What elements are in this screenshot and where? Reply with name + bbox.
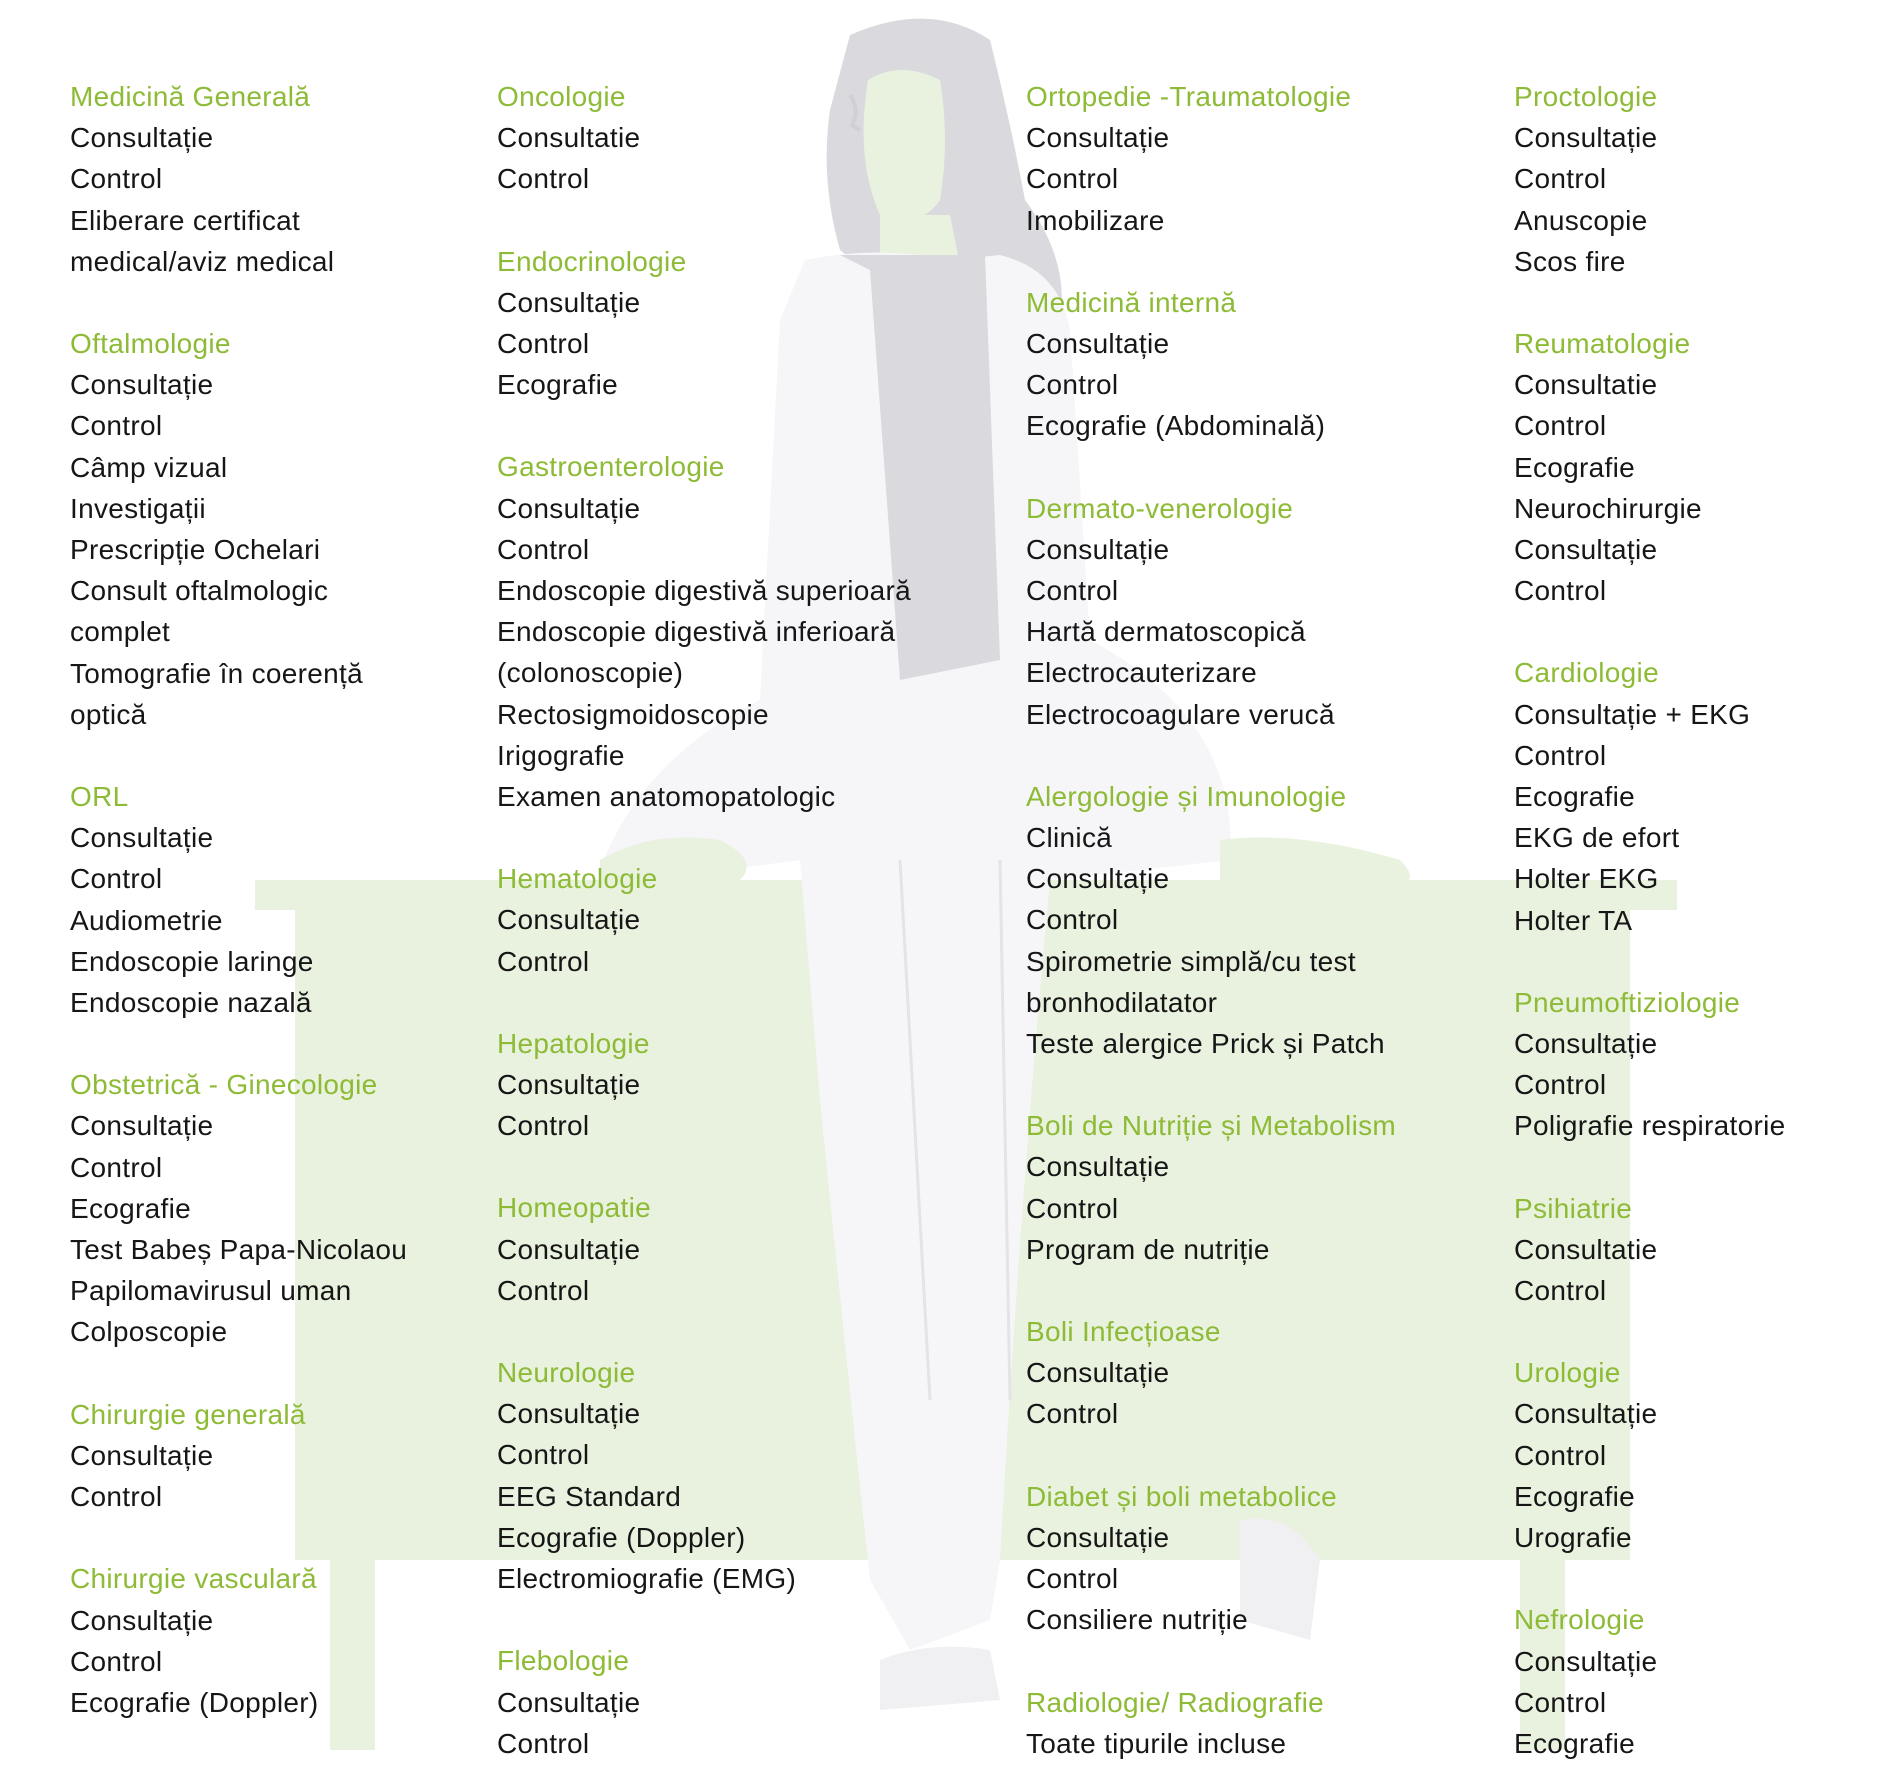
section-title: Radiologie/ Radiografie <box>1026 1686 1324 1718</box>
list-item: Control <box>1026 1192 1119 1224</box>
list-item: Test Babeș Papa-Nicolaou <box>70 1234 408 1266</box>
section-oncologie <box>497 76 911 200</box>
list-item: Consiliere nutriție <box>1026 1604 1249 1636</box>
section-items <box>497 899 911 981</box>
list-item: optică <box>70 698 147 730</box>
list-item: Electrocauterizare <box>1026 657 1258 689</box>
list-item: Control <box>497 1274 590 1306</box>
section-reumatologie <box>1514 323 1785 611</box>
section-diabet-boli-metabolice <box>1026 1476 1396 1641</box>
section-items <box>1514 364 1785 611</box>
list-item: Consultație <box>70 1110 214 1142</box>
list-item: Rectosigmoidoscopie <box>497 698 769 730</box>
list-item: Consultație <box>1026 122 1170 154</box>
list-item: Control <box>497 945 590 977</box>
section-items <box>1026 1723 1396 1764</box>
list-item: Consultație + EKG <box>1514 698 1751 730</box>
list-item: Consultație <box>497 286 641 318</box>
section-title: Oncologie <box>497 81 626 112</box>
list-item: Control <box>497 1727 590 1759</box>
list-item: Ecografie <box>497 369 618 401</box>
section-chirurgie-generala <box>70 1394 407 1518</box>
section-items <box>1026 1146 1396 1270</box>
list-item: Control <box>1514 1686 1607 1718</box>
list-item: Control <box>1026 369 1119 401</box>
section-title: Chirurgie generală <box>70 1398 306 1430</box>
list-item: Poligrafie respiratorie <box>1514 1110 1786 1142</box>
section-items <box>70 117 407 282</box>
list-item: Ecografie <box>1514 451 1635 483</box>
list-item: Consultație <box>1026 863 1170 895</box>
list-item: Colposcopie <box>70 1316 228 1348</box>
list-item: Consultație <box>70 369 214 401</box>
list-item: Consultatie <box>497 122 641 154</box>
list-item: Teste alergice Prick și Patch <box>1026 1028 1385 1060</box>
list-item: Control <box>497 163 590 195</box>
list-item: Control <box>497 1439 590 1471</box>
section-items <box>70 1435 407 1517</box>
section-obstetrica-ginecologie <box>70 1064 407 1352</box>
list-item: Consultație <box>497 904 641 936</box>
list-item: EEG Standard <box>497 1480 682 1512</box>
section-gastroenterologie <box>497 446 911 817</box>
list-item: Endoscopie nazală <box>70 987 312 1019</box>
list-item: Control <box>497 328 590 360</box>
list-item: Electrocoagulare verucă <box>1026 698 1335 730</box>
section-title: Oftalmologie <box>70 328 231 360</box>
section-title: Chirurgie vasculară <box>70 1563 317 1595</box>
section-items <box>1026 117 1396 241</box>
list-item: Irigografie <box>497 739 625 771</box>
section-items <box>70 1600 407 1724</box>
section-hepatologie <box>497 1023 911 1147</box>
list-item: Prescripție Ochelari <box>70 534 321 566</box>
section-items <box>1514 694 1785 941</box>
section-title: Flebologie <box>497 1645 630 1677</box>
section-boli-nutritie-metabolism <box>1026 1105 1396 1270</box>
list-item: Neurochirurgie <box>1514 492 1702 524</box>
list-item: Ecografie (Abdominală) <box>1026 410 1326 442</box>
list-item: Consult oftalmologic <box>70 575 329 607</box>
list-item: Control <box>70 1645 163 1677</box>
section-medicina-generala <box>70 76 407 282</box>
list-item: Consultație <box>1514 122 1658 154</box>
list-item: Control <box>1026 1563 1119 1595</box>
section-items <box>497 117 911 199</box>
section-items <box>1514 1229 1785 1311</box>
list-item: Consultație <box>1026 1357 1170 1389</box>
section-items <box>1026 529 1396 735</box>
list-item: Control <box>1026 1398 1119 1430</box>
section-items <box>1026 1352 1396 1434</box>
list-item: Eliberare certificat <box>70 204 301 236</box>
list-item: Consultație <box>1026 328 1170 360</box>
section-radiologie-radiografie <box>1026 1682 1396 1764</box>
list-item: Electromiografie (EMG) <box>497 1563 797 1595</box>
list-item: Ecografie (Doppler) <box>497 1521 746 1553</box>
list-item: Consultație <box>1514 1645 1658 1677</box>
list-item: Consultație <box>497 1233 641 1265</box>
section-nefrologie <box>1514 1599 1785 1764</box>
section-title: Hepatologie <box>497 1027 650 1059</box>
list-item: Ecografie <box>1514 781 1635 813</box>
list-item: Control <box>70 1481 163 1513</box>
section-title: Boli Infecțioase <box>1026 1316 1221 1348</box>
list-item: Urografie <box>1514 1522 1632 1554</box>
list-item: Consultație <box>497 1069 641 1101</box>
section-items <box>70 817 407 1023</box>
section-title: Gastroenterologie <box>497 451 725 483</box>
section-title: Reumatologie <box>1514 328 1691 360</box>
list-item: Tomografie în coerență <box>70 657 363 689</box>
list-item: Control <box>1514 1439 1607 1471</box>
section-title: Boli de Nutriție și Metabolism <box>1026 1110 1397 1142</box>
list-item: Toate tipurile incluse <box>1026 1727 1287 1759</box>
list-item: Consultație <box>70 1439 214 1471</box>
list-item: Examen anatomopatologic <box>497 781 836 813</box>
column-2 <box>497 76 911 1776</box>
section-title: Ortopedie -Traumatologie <box>1026 81 1352 112</box>
section-title: Diabet și boli metabolice <box>1026 1480 1337 1512</box>
list-item: Ecografie <box>1514 1727 1635 1759</box>
section-items <box>1514 1393 1785 1558</box>
section-title: Pneumoftiziologie <box>1514 986 1741 1018</box>
list-item: EKG de efort <box>1514 822 1680 854</box>
section-ortopedie-traumatologie <box>1026 76 1396 241</box>
list-item: (colonoscopie) <box>497 657 684 689</box>
column-4 <box>1514 76 1785 1776</box>
list-item: Control <box>497 1110 590 1142</box>
section-title: Urologie <box>1514 1357 1621 1389</box>
list-item: Control <box>70 1151 163 1183</box>
list-item: Control <box>70 863 163 895</box>
list-item: Control <box>1026 575 1119 607</box>
section-items <box>497 1393 911 1599</box>
list-item: Control <box>1514 739 1607 771</box>
list-item: Control <box>1514 410 1607 442</box>
list-item: Control <box>1026 904 1119 936</box>
list-item: Endoscopie digestivă superioară <box>497 575 912 607</box>
section-urologie <box>1514 1352 1785 1558</box>
list-item: Consultație <box>497 1686 641 1718</box>
column-3 <box>1026 76 1396 1776</box>
list-item: Imobilizare <box>1026 204 1165 236</box>
column-1 <box>70 76 407 1764</box>
list-item: Holter EKG <box>1514 863 1659 895</box>
section-items <box>1514 117 1785 282</box>
list-item: Control <box>1514 575 1607 607</box>
list-item: Control <box>1026 163 1119 195</box>
section-items <box>1026 817 1396 1064</box>
section-hematologie <box>497 858 911 982</box>
section-psihiatrie <box>1514 1188 1785 1312</box>
list-item: Program de nutriție <box>1026 1233 1270 1265</box>
list-item: complet <box>70 616 171 648</box>
section-medicina-interna <box>1026 282 1396 447</box>
list-item: Consultație <box>70 122 214 154</box>
list-item: Ecografie (Doppler) <box>70 1686 319 1718</box>
list-item: Consultație <box>497 492 641 524</box>
section-cardiologie <box>1514 652 1785 940</box>
list-item: Papilomavirusul uman <box>70 1275 352 1307</box>
list-item: Consultație <box>70 1604 214 1636</box>
section-chirurgie-vasculara <box>70 1558 407 1723</box>
section-title: ORL <box>70 781 129 813</box>
section-items <box>1026 1517 1396 1641</box>
list-item: Control <box>1514 163 1607 195</box>
list-item: Anuscopie <box>1514 204 1648 236</box>
section-items <box>497 488 911 818</box>
section-proctologie <box>1514 76 1785 282</box>
section-title: Endocrinologie <box>497 245 687 277</box>
section-pneumoftiziologie <box>1514 982 1785 1147</box>
section-title: Nefrologie <box>1514 1604 1645 1636</box>
section-title: Hematologie <box>497 863 658 895</box>
section-orl <box>70 776 407 1023</box>
list-item: Scos fire <box>1514 245 1626 277</box>
section-items <box>70 364 407 735</box>
section-alergologie-imunologie <box>1026 776 1396 1064</box>
list-item: Câmp vizual <box>70 451 228 483</box>
list-item: Consultație <box>1514 1028 1658 1060</box>
section-title: Homeopatie <box>497 1192 651 1224</box>
section-items <box>497 1682 911 1764</box>
list-item: Control <box>1514 1069 1607 1101</box>
list-item: Consultație <box>1026 533 1170 565</box>
list-item: Consultație <box>497 1398 641 1430</box>
section-title: Psihiatrie <box>1514 1192 1633 1224</box>
list-item: Consultație <box>1514 534 1658 566</box>
list-item: Investigații <box>70 492 206 524</box>
section-items <box>497 1064 911 1146</box>
list-item: Control <box>70 410 163 442</box>
list-item: Consultație <box>70 822 214 854</box>
list-item: Endoscopie laringe <box>70 945 314 977</box>
list-item: medical/aviz medical <box>70 245 335 277</box>
section-title: Medicină Generală <box>70 81 311 112</box>
list-item: Consultație <box>1514 1398 1658 1430</box>
list-item: Control <box>70 163 163 195</box>
section-title: Dermato-venerologie <box>1026 492 1294 524</box>
section-homeopatie <box>497 1187 911 1311</box>
section-items <box>497 1229 911 1311</box>
list-item: Spirometrie simplă/cu test <box>1026 945 1356 977</box>
list-item: Audiometrie <box>70 904 223 936</box>
list-item: Endoscopie digestivă inferioară <box>497 616 896 648</box>
list-item: bronhodilatator <box>1026 986 1218 1018</box>
list-item: Ecografie <box>1514 1480 1635 1512</box>
list-item: Ecografie <box>70 1192 191 1224</box>
section-title: Neurologie <box>497 1357 636 1389</box>
list-item: Control <box>1514 1275 1607 1307</box>
section-oftalmologie <box>70 323 407 735</box>
section-title: Alergologie și Imunologie <box>1026 780 1347 812</box>
list-item: Consultatie <box>1514 1233 1658 1265</box>
list-item: Clinică <box>1026 822 1113 854</box>
section-title: Cardiologie <box>1514 657 1659 689</box>
section-neurologie <box>497 1352 911 1599</box>
section-title: Proctologie <box>1514 81 1658 112</box>
section-title: Medicină internă <box>1026 286 1237 318</box>
section-title: Obstetrică - Ginecologie <box>70 1069 378 1101</box>
list-item: Consultație <box>1026 1151 1170 1183</box>
section-items <box>1514 1023 1785 1147</box>
list-item: Control <box>497 533 590 565</box>
section-items <box>1026 323 1396 447</box>
list-item: Holter TA <box>1514 904 1633 936</box>
section-boli-infectioase <box>1026 1311 1396 1435</box>
section-items <box>497 282 911 406</box>
section-endocrinologie <box>497 241 911 406</box>
section-items <box>70 1105 407 1352</box>
section-flebologie <box>497 1640 911 1764</box>
list-item: Consultatie <box>1514 369 1658 401</box>
list-item: Consultație <box>1026 1521 1170 1553</box>
section-dermato-venerologie <box>1026 488 1396 735</box>
list-item: Hartă dermatoscopică <box>1026 616 1306 648</box>
section-items <box>1514 1641 1785 1765</box>
